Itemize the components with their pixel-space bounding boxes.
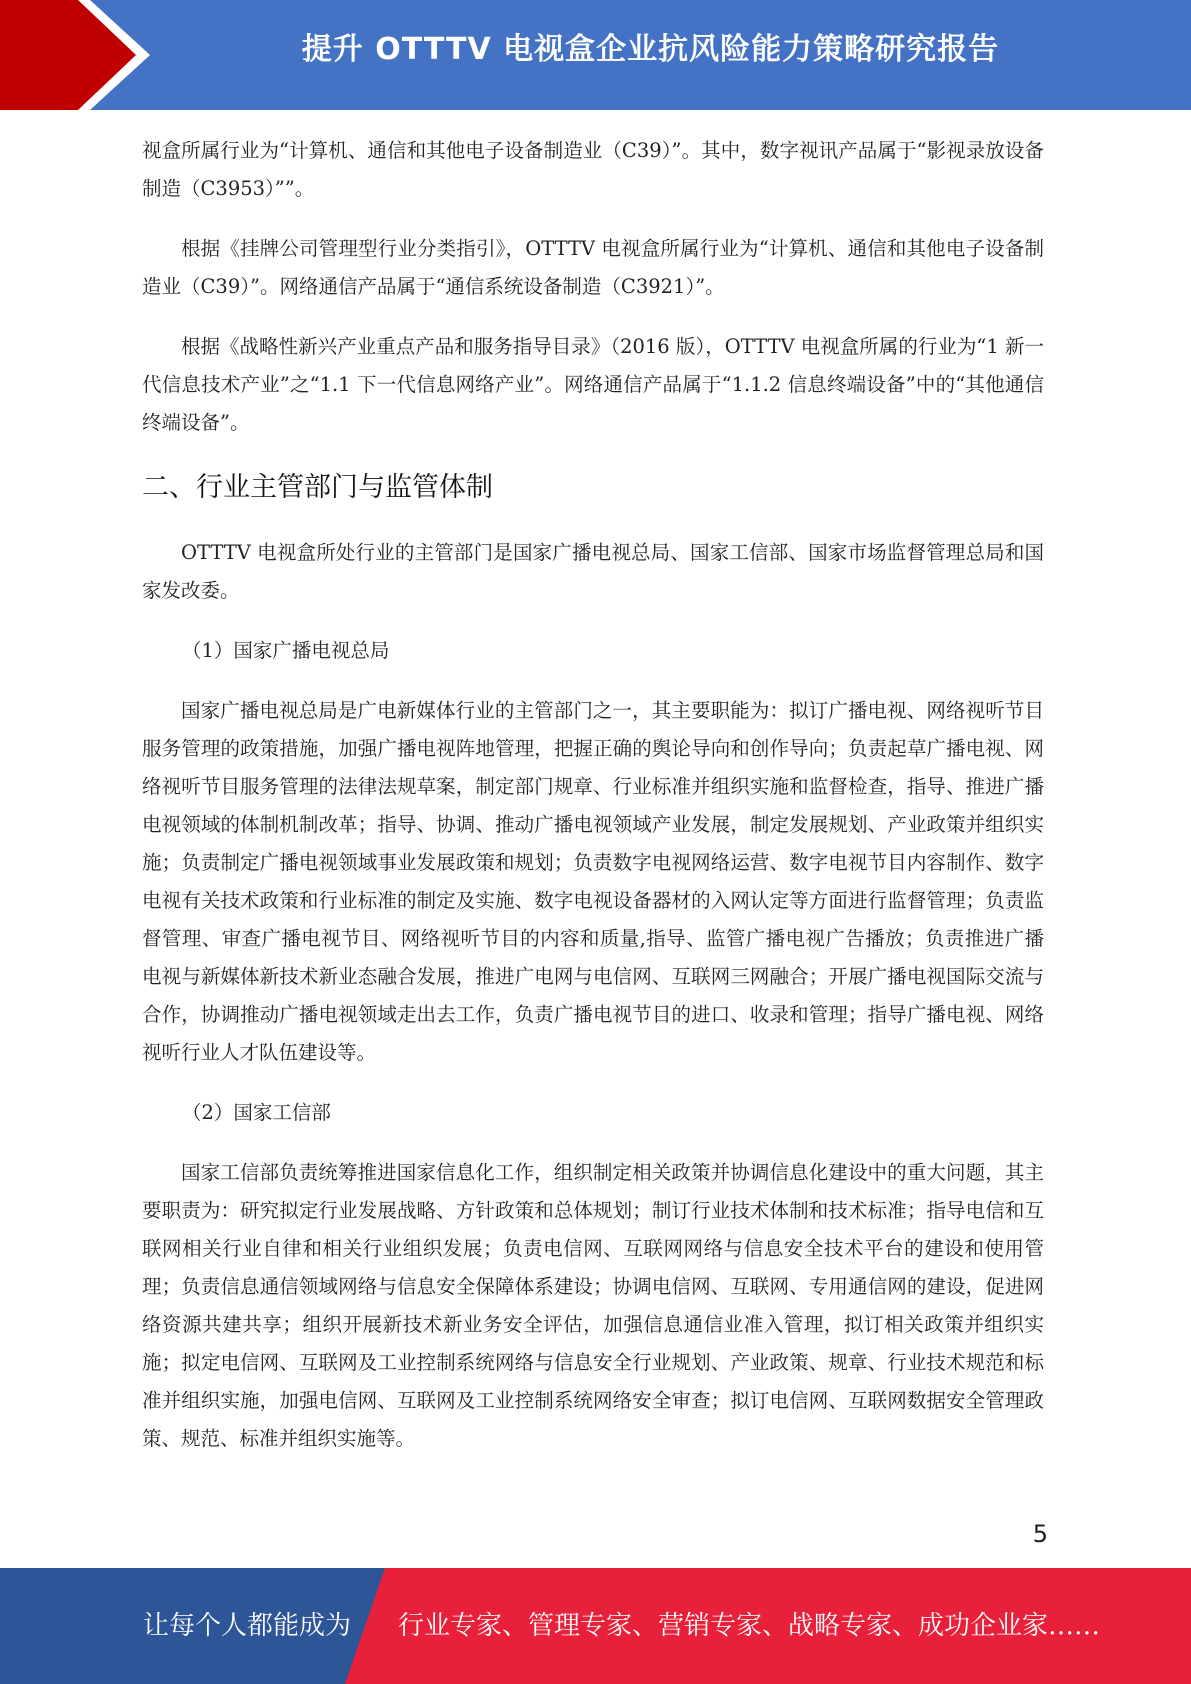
paragraph: 根据《挂牌公司管理型行业分类指引》，OTTTV 电视盒所属行业为“计算机、通信和其他电子设备制造业（C39）”。网络通信产品属于“通信系统设备制造（C3921）”。 — [142, 237, 1044, 298]
paragraph: OTTTV 电视盒所处行业的主管部门是国家广播电视总局、国家工信部、国家市场监督管理总局和国家发改委。 — [142, 541, 1044, 602]
paragraph: 国家工信部负责统筹推进国家信息化工作，组织制定相关政策并协调信息化建设中的重大问题，其主要职责为：研究拟定行业发展战略、方针政策和总体规划；制订行业技术体制和技术标准；指导电信和互联网相关行业自律和相关行业组织发展；负责电信网、互联网网络与信息安全技术平台的建设和使用管理；负责信息通信领域网络与信息安全保障体系建设；协调电信网、互联网、专用通信网的建设，促进网络资源共建共享；组织开展新技术新业务安全评估，加强信息通信业准入管理，拟订相关政策并组织实施；拟定电信网、互联网及工业控制系统网络与信息安全行业规划、产业政策、规章、行业技术规范和标准并组织实施，加强电信网、互联网及工业控制系统网络安全审查；拟订电信网、互联网数据安全管理政策、规范、标准并组织实施等。 — [142, 1161, 1044, 1450]
paragraph: 视盒所属行业为“计算机、通信和其他电子设备制造业（C39）”。其中，数字视讯产品属于“影视录放设备制造（C3953）””。 — [142, 139, 1044, 200]
footer-slogan-left: 让每个人都能成为 — [143, 1611, 352, 1641]
paragraph: 国家广播电视总局是广电新媒体行业的主管部门之一，其主要职能为：拟订广播电视、网络视听节目服务管理的政策措施，加强广播电视阵地管理，把握正确的舆论导向和创作导向；负责起草广播电视、网络视听节目服务管理的法律法规草案，制定部门规章、行业标准并组织实施和监督检查，指导、推进广播电视领域的体制机制改革；指导、协调、推动广播电视领域产业发展，制定发展规划、产业政策并组织实施；负责制定广播电视领域事业发展政策和规划；负责数字电视网络运营、数字电视节目内容制作、数字电视有关技术政策和行业标准的制定及实施、数字电视设备器材的入网认定等方面进行监督管理；负责监督管理、审查广播电视节目、网络视听节目的内容和质量,指导、监管广播电视广告播放；负责推进广播电视与新媒体新技术新业态融合发展，推进广电网与电信网、互联网三网融合；开展广播电视国际交流与合作，协调推动广播电视领域走出去工作，负责广播电视节目的进口、收录和管理；指导广播电视、网络视听行业人才队伍建设等。 — [142, 699, 1044, 1064]
paragraph: 根据《战略性新兴产业重点产品和服务指导目录》（2016 版），OTTTV 电视盒所属的行业为“1 新一代信息技术产业”之“1.1 下一代信息网络产业”。网络通信产品属于“1.1.2 信息终端设备”中的“其他通信终端设备”。 — [142, 335, 1044, 434]
section-heading: 二、行业主管部门与监管体制 — [142, 472, 493, 503]
document-body — [142, 132, 1044, 1480]
sub-heading: （2）国家工信部 — [182, 1101, 331, 1124]
footer-slogan-right: 行业专家、管理专家、营销专家、战略专家、成功企业家…… — [398, 1611, 1101, 1641]
page-number: 5 — [1032, 1520, 1048, 1548]
sub-heading: （1）国家广播电视总局 — [182, 639, 390, 662]
page-header — [0, 0, 1191, 110]
header-title: 提升 OTTTV 电视盒企业抗风险能力策略研究报告 — [301, 32, 1000, 67]
page-footer — [0, 1568, 1191, 1684]
